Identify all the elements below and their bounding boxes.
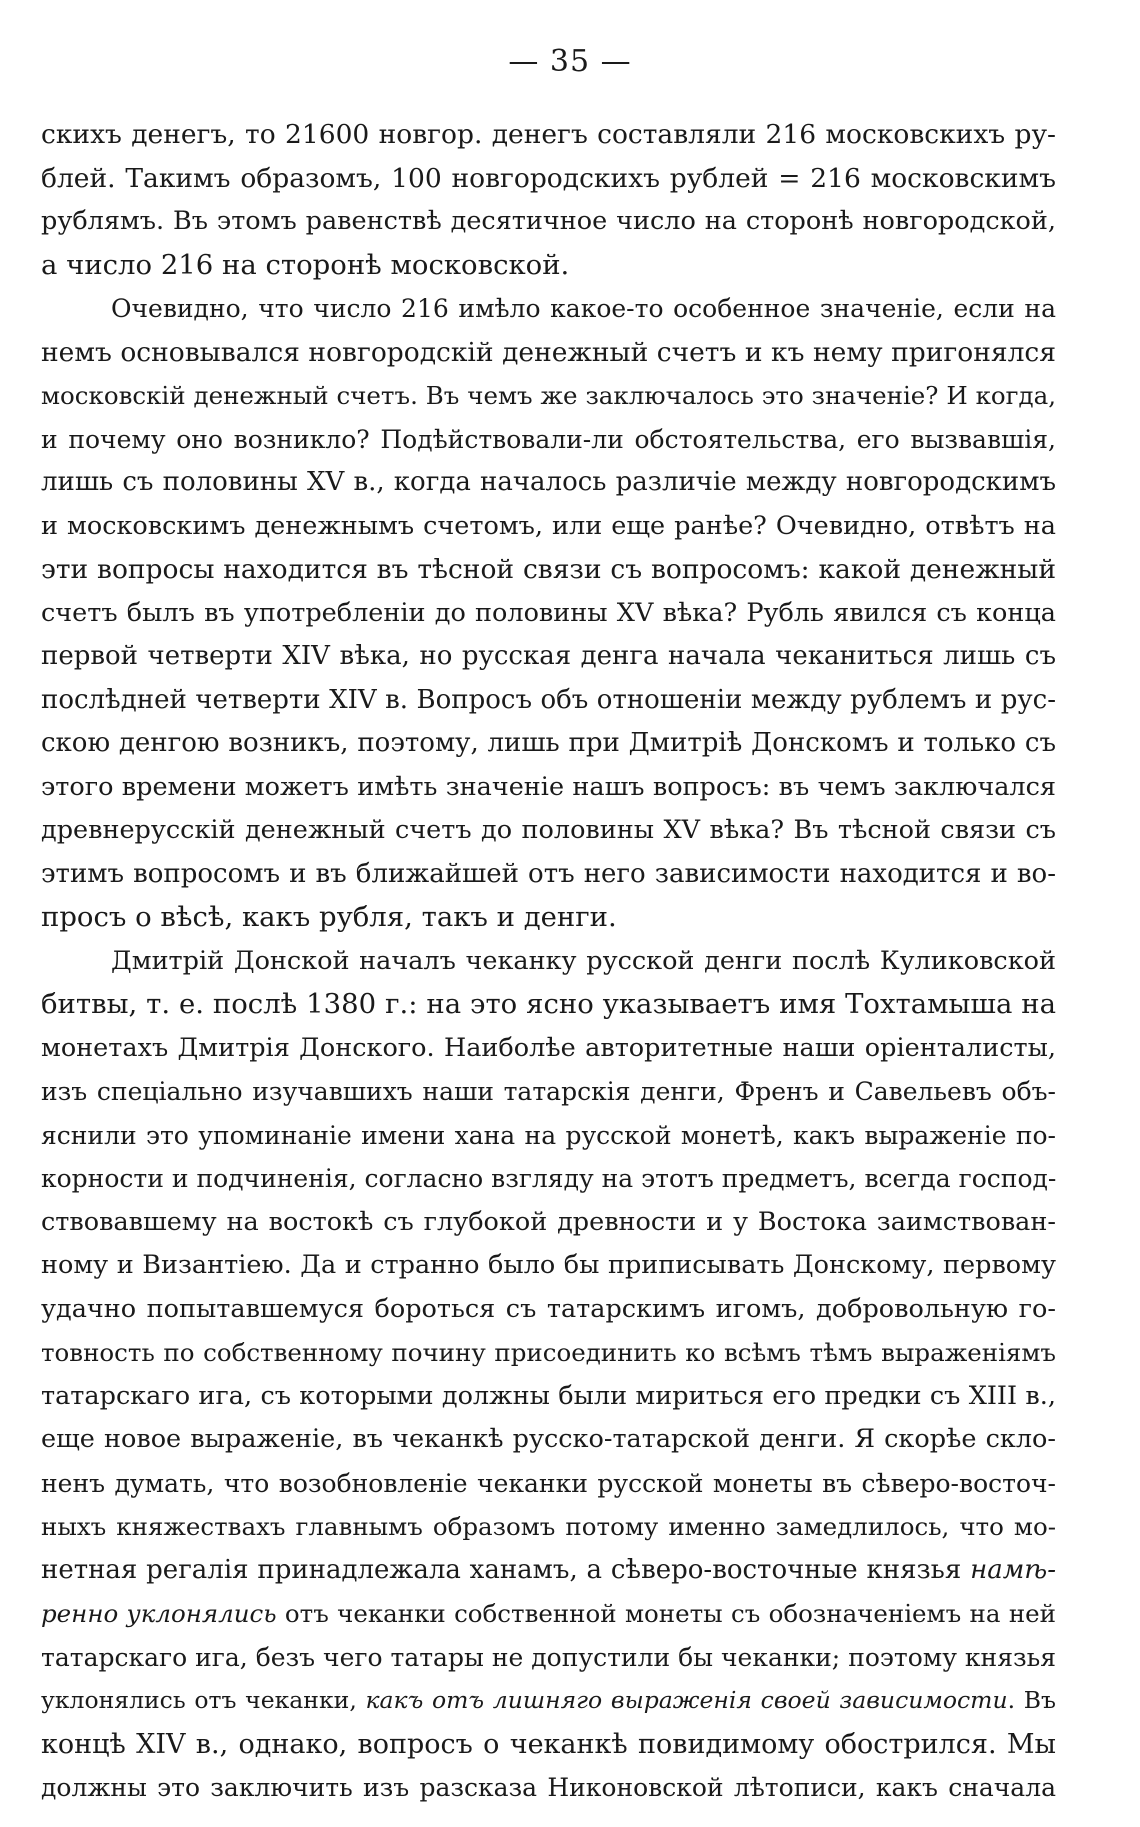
text-line: татарскаго ига, съ которыми должны были мириться его предки съ XIII в., (41, 1380, 1056, 1411)
italic-text: какъ отъ лишняго выраженія своей зависимости (365, 1686, 1008, 1714)
text-line: лишь съ половины XV в., когда началось различіе между новгородскимъ (41, 467, 1056, 497)
text-line: а число 216 на сторонѣ московской. (41, 248, 570, 281)
text-line: нетная регалія принадлежала ханамъ, а сѣверо-восточные князья намѣ- (41, 1554, 1056, 1585)
text-line: еще новое выраженіе, въ чеканкѣ русско-татарской денги. Я скорѣе скло- (41, 1424, 1056, 1454)
text-line: эти вопросы находится въ тѣсной связи съ вопросомъ: какой денежный (41, 554, 1056, 585)
text-line: блей. Такимъ образомъ, 100 новгородскихъ рублей = 216 московскимъ (41, 162, 1056, 194)
text-line: первой четверти XIV вѣка, но русская денга начала чеканиться лишь съ (41, 641, 1056, 671)
text-line: этимъ вопросомъ и въ ближайшей отъ него зависимости находится и во- (41, 858, 1056, 889)
paragraph-first-line: Дмитрій Донской началъ чеканку русской денги послѣ Куликовской (111, 945, 1056, 976)
text-line: ренно уклонялись отъ чеканки собственной монеты съ обозначеніемъ на ней (41, 1599, 1056, 1628)
paragraph-first-line: Очевидно, что число 216 имѣло какое-то особенное значеніе, если на (111, 294, 1056, 323)
text-line: древнерусскій денежный счетъ до половины XV вѣка? Въ тѣсной связи съ (41, 815, 1056, 845)
text-line: ненъ думать, что возобновленіе чеканки русской монеты въ сѣверо-восточ- (41, 1468, 1056, 1498)
text-line: просъ о вѣсѣ, какъ рубля, такъ и денги. (41, 901, 617, 933)
text-line: уклонялись отъ чеканки, какъ отъ лишняго выраженія своей зависимости. Въ (41, 1686, 1057, 1714)
text-line: битвы, т. е. послѣ 1380 г.: на это ясно указываетъ имя Тохтамыша на (41, 988, 1056, 1020)
body-text (41, 113, 1056, 1810)
text-line: изъ спеціально изучавшихъ наши татарскія денги, Френъ и Савельевъ объ- (41, 1077, 1056, 1106)
text-line: ному и Византіею. Да и странно было бы приписывать Донскому, первому (41, 1250, 1056, 1280)
text-line: концѣ XIV в., однако, вопросъ о чеканкѣ повидимому обострился. Мы (41, 1728, 1056, 1760)
text-line: скою денгою возникъ, поэтому, лишь при Дмитріѣ Донскомъ и только съ (41, 728, 1056, 758)
text-line: послѣдней четверти XIV в. Вопросъ объ отношеніи между рублемъ и рус- (41, 684, 1056, 715)
text-line: немъ основывался новгородскій денежный счетъ и къ нему пригонялся (41, 336, 1056, 368)
text-line: должны это заключить изъ разсказа Никоновской лѣтописи, какъ сначала (41, 1773, 1056, 1802)
text-line: скихъ денегъ, то 21600 новгор. денегъ составляли 216 московскихъ ру- (41, 119, 1056, 150)
text-line: яснили это упоминаніе имени хана на русской монетѣ, какъ выраженіе по- (41, 1120, 1056, 1150)
text-line: московскій денежный счетъ. Въ чемъ же заключалось это значеніе? И когда, (41, 381, 1056, 410)
text-line: товность по собственному почину присоединить ко всѣмъ тѣмъ выраженіямъ (41, 1338, 1056, 1367)
text-line: ствовавшему на востокѣ съ глубокой древности и у Востока заимствован- (41, 1206, 1056, 1237)
italic-text: ренно уклонялись (41, 1599, 277, 1628)
text-line: рублямъ. Въ этомъ равенствѣ десятичное число на сторонѣ новгородской, (41, 206, 1056, 236)
text-line: монетахъ Дмитрія Донского. Наиболѣе авторитетные наши оріенталисты, (41, 1032, 1056, 1063)
text-line: удачно попытавшемуся бороться съ татарскимъ игомъ, добровольную го- (41, 1293, 1056, 1324)
italic-text: намѣ- (970, 1554, 1056, 1585)
page-number: — 35 — (508, 44, 632, 79)
text-line: ныхъ княжествахъ главнымъ образомъ потому именно замедлилось, что мо- (41, 1512, 1056, 1541)
text-line: и почему оно возникло? Подѣйствовали-ли обстоятельства, его вызвавшія, (41, 424, 1056, 454)
text-line: счетъ былъ въ употребленіи до половины XV вѣка? Рубль явился съ конца (41, 597, 1056, 628)
text-line: и московскимъ денежнымъ счетомъ, или еще ранѣе? Очевидно, отвѣтъ на (41, 510, 1056, 541)
text-line: татарскаго ига, безъ чего татары не допустили бы чеканки; поэтому князья (41, 1642, 1056, 1672)
text-line: этого времени можетъ имѣть значеніе нашъ вопросъ: въ чемъ заключался (41, 771, 1056, 802)
text-line: корности и подчиненія, согласно взгляду на этотъ предметъ, всегда господ- (41, 1164, 1057, 1193)
